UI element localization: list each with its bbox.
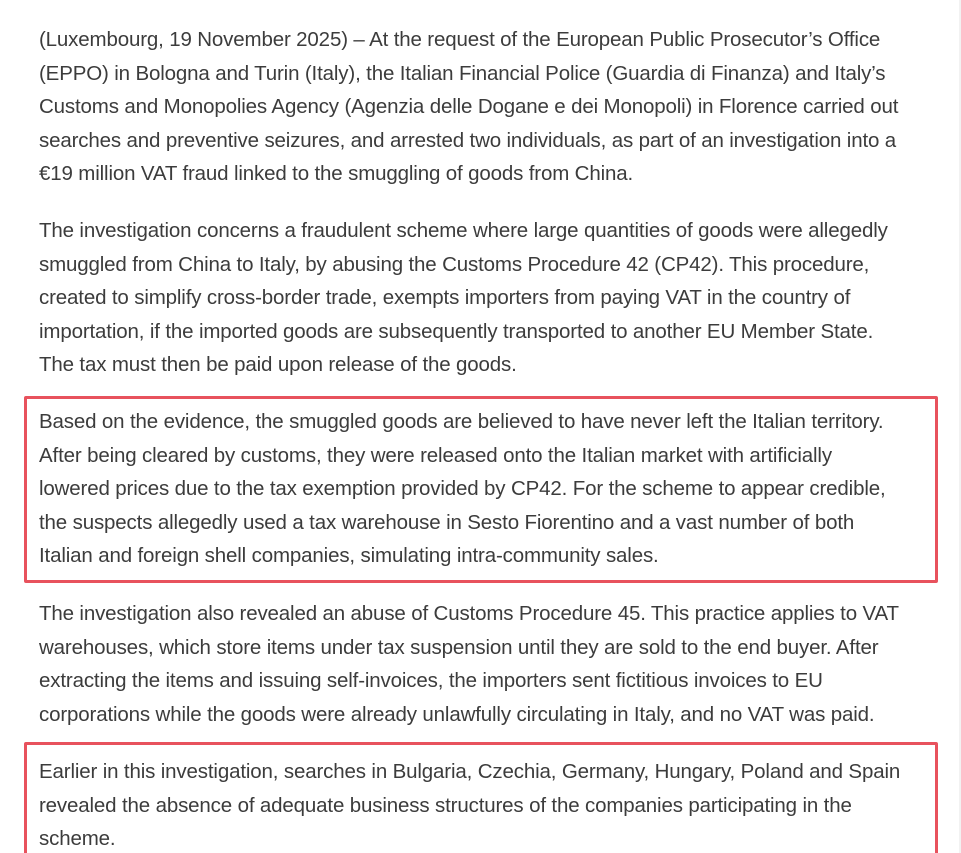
paragraph-line: revealed the absence of adequate business structures of the companies participating in the <box>39 793 852 817</box>
paragraph-line: Earlier in this investigation, searches in Bulgaria, Czechia, Germany, Hungary, Poland and Spain <box>39 760 901 783</box>
paragraph-line: (EPPO) in Bologna and Turin (Italy), the Italian Financial Police (Guardia di Finanza) and Italy’s <box>39 61 886 85</box>
paragraph-line: corporations while the goods were already unlawfully circulating in Italy, and no VAT was paid. <box>39 702 875 726</box>
paragraph-scheme <box>39 214 939 382</box>
paragraph-evidence <box>39 405 939 573</box>
paragraph-earlier-searches <box>39 755 939 853</box>
paragraph-line: Customs and Monopolies Agency (Agenzia delle Dogane e dei Monopoli) in Florence carried out <box>39 95 899 119</box>
paragraph-line: After being cleared by customs, they were released onto the Italian market with artificially <box>39 443 832 467</box>
paragraph-line: extracting the items and issuing self-invoices, the importers sent fictitious invoices to EU <box>39 669 823 693</box>
paragraph-line: €19 million VAT fraud linked to the smuggling of goods from China. <box>39 162 634 186</box>
paragraph-line: the suspects allegedly used a tax warehouse in Sesto Fiorentino and a vast number of both <box>39 510 855 534</box>
paragraph-intro <box>39 23 939 191</box>
paragraph-line: searches and preventive seizures, and arrested two individuals, as part of an investigation into a <box>39 128 897 152</box>
paragraph-line: lowered prices due to the tax exemption provided by CP42. For the scheme to appear credible, <box>39 477 886 501</box>
paragraph-line: The investigation concerns a fraudulent scheme where large quantities of goods were allegedly <box>39 219 888 242</box>
paragraph-line: scheme. <box>39 827 116 851</box>
paragraph-line: smuggled from China to Italy, by abusing the Customs Procedure 42 (CP42). This procedure, <box>39 252 870 276</box>
paragraph-line: The tax must then be paid upon release of the goods. <box>39 353 517 377</box>
paragraph-line: Based on the evidence, the smuggled goods are believed to have never left the Italian territory. <box>39 410 884 433</box>
paragraph-line: (Luxembourg, 19 November 2025) – At the request of the European Public Prosecutor’s Office <box>39 28 881 51</box>
paragraph-line: Italian and foreign shell companies, simulating intra-community sales. <box>39 544 659 568</box>
paragraph-line: warehouses, which store items under tax suspension until they are sold to the end buyer. After <box>39 635 879 659</box>
paragraph-line: importation, if the imported goods are subsequently transported to another EU Member State. <box>39 319 874 343</box>
paragraph-line: created to simplify cross-border trade, exempts importers from paying VAT in the country of <box>39 286 851 310</box>
paragraph-line: The investigation also revealed an abuse of Customs Procedure 45. This practice applies to VAT <box>39 602 899 625</box>
paragraph-procedure-45 <box>39 597 939 731</box>
